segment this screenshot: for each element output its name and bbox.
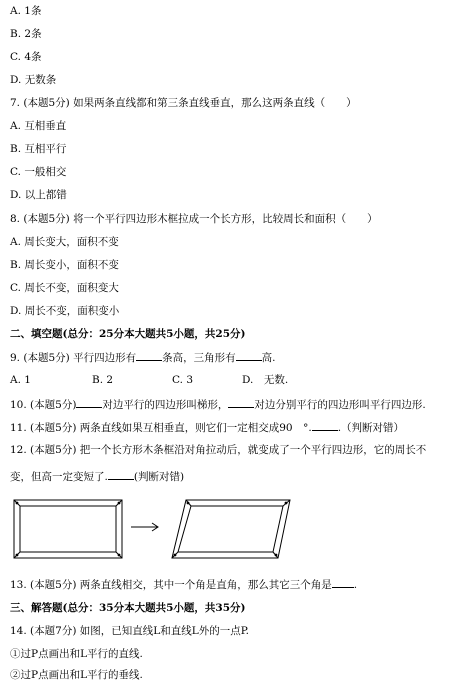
rectangle-nails	[16, 502, 121, 557]
q13-text-1: 13. (本题5分) 两条直线相交，其中一个角是直角，那么其它三个角是	[10, 579, 332, 591]
q12-figure	[0, 492, 463, 572]
q7-stem: 7. (本题5分) 如果两条直线都和第三条直线垂直，那么这两条直线（ ）	[10, 97, 357, 109]
q8-stem: 8. (本题5分) 将一个平行四边形木框拉成一个长方形，比较周长和面积（ ）	[10, 213, 378, 225]
q10-text-3: 对边分别平行的四边形叫平行四边形.	[254, 399, 426, 411]
q10-text-2: 对边平行的四边形叫梯形，	[102, 399, 229, 411]
q10-text-1: 10. (本题5分)	[10, 399, 77, 411]
q11-text-1: 11. (本题5分) 两条直线如果互相垂直，则它们一定相交成90 °.	[10, 422, 312, 434]
q6-option-d: D. 无数条	[10, 74, 57, 86]
q7-option-a: A. 互相垂直	[10, 120, 67, 132]
q8-option-d: D. 周长不变，面积变小	[10, 305, 120, 317]
q9-text-1: 9. (本题5分) 平行四边形有	[10, 352, 137, 364]
q10-blank-2[interactable]	[228, 397, 254, 408]
q12-blank[interactable]	[108, 469, 134, 480]
q10-stem	[10, 397, 426, 412]
rectangle-frame	[14, 500, 122, 558]
q9-option-c: C. 3	[172, 374, 194, 386]
section2-heading: 二、填空题(总分：25分本大题共5小题，共25分)	[10, 328, 246, 340]
q9-text-3: 高.	[261, 352, 276, 364]
q8-option-c: C. 周长不变，面积变大	[10, 282, 119, 294]
q9-option-a: A. 1	[10, 374, 31, 386]
q9-blank-2[interactable]	[236, 350, 262, 361]
q9-text-2: 条高，三角形有	[162, 352, 236, 364]
q9-option-b: B. 2	[92, 374, 114, 386]
q9-options	[10, 373, 288, 387]
q7-option-c: C. 一般相交	[10, 166, 67, 178]
q12-text-2: (判断对错)	[133, 471, 185, 483]
q10-blank-1[interactable]	[76, 397, 102, 408]
q6-option-b: B. 2条	[10, 28, 42, 40]
q11-blank[interactable]	[312, 420, 338, 431]
parallelogram-frame	[172, 500, 290, 558]
q12-line-2	[10, 469, 184, 484]
arrow-icon	[131, 523, 158, 531]
q14-stem: 14. (本题7分) 如图，已知直线L和直线L外的一点P.	[10, 625, 249, 637]
q11-text-2: .（判断对错）	[337, 422, 405, 434]
q9-blank-1[interactable]	[136, 350, 162, 361]
section3-heading: 三、解答题(总分：35分本大题共5小题，共35分)	[10, 602, 246, 614]
q13-stem	[10, 577, 357, 592]
q13-blank[interactable]	[332, 577, 354, 588]
q6-option-c: C. 4条	[10, 51, 42, 63]
q12-text-1: 变，但高一定变短了.	[10, 471, 108, 483]
q14-sub-2: ②过P点画出和L平行的垂线.	[10, 669, 143, 681]
parallelogram-nails	[174, 502, 288, 557]
q9-option-d: D. 无数.	[242, 374, 289, 386]
q11-stem	[10, 420, 404, 435]
q8-option-a: A. 周长变大，面积不变	[10, 236, 119, 248]
q13-text-2: .	[353, 579, 358, 591]
q7-option-d: D. 以上都错	[10, 189, 67, 201]
q6-option-a: A. 1条	[10, 5, 42, 17]
q14-sub-1: ①过P点画出和L平行的直线.	[10, 648, 143, 660]
q9-stem	[10, 350, 275, 365]
q8-option-b: B. 周长变小，面积不变	[10, 259, 119, 271]
q12-line-1: 12. (本题5分) 把一个长方形木条框沿对角拉动后，就变成了一个平行四边形，它的周长不	[10, 444, 427, 456]
q7-option-b: B. 互相平行	[10, 143, 67, 155]
